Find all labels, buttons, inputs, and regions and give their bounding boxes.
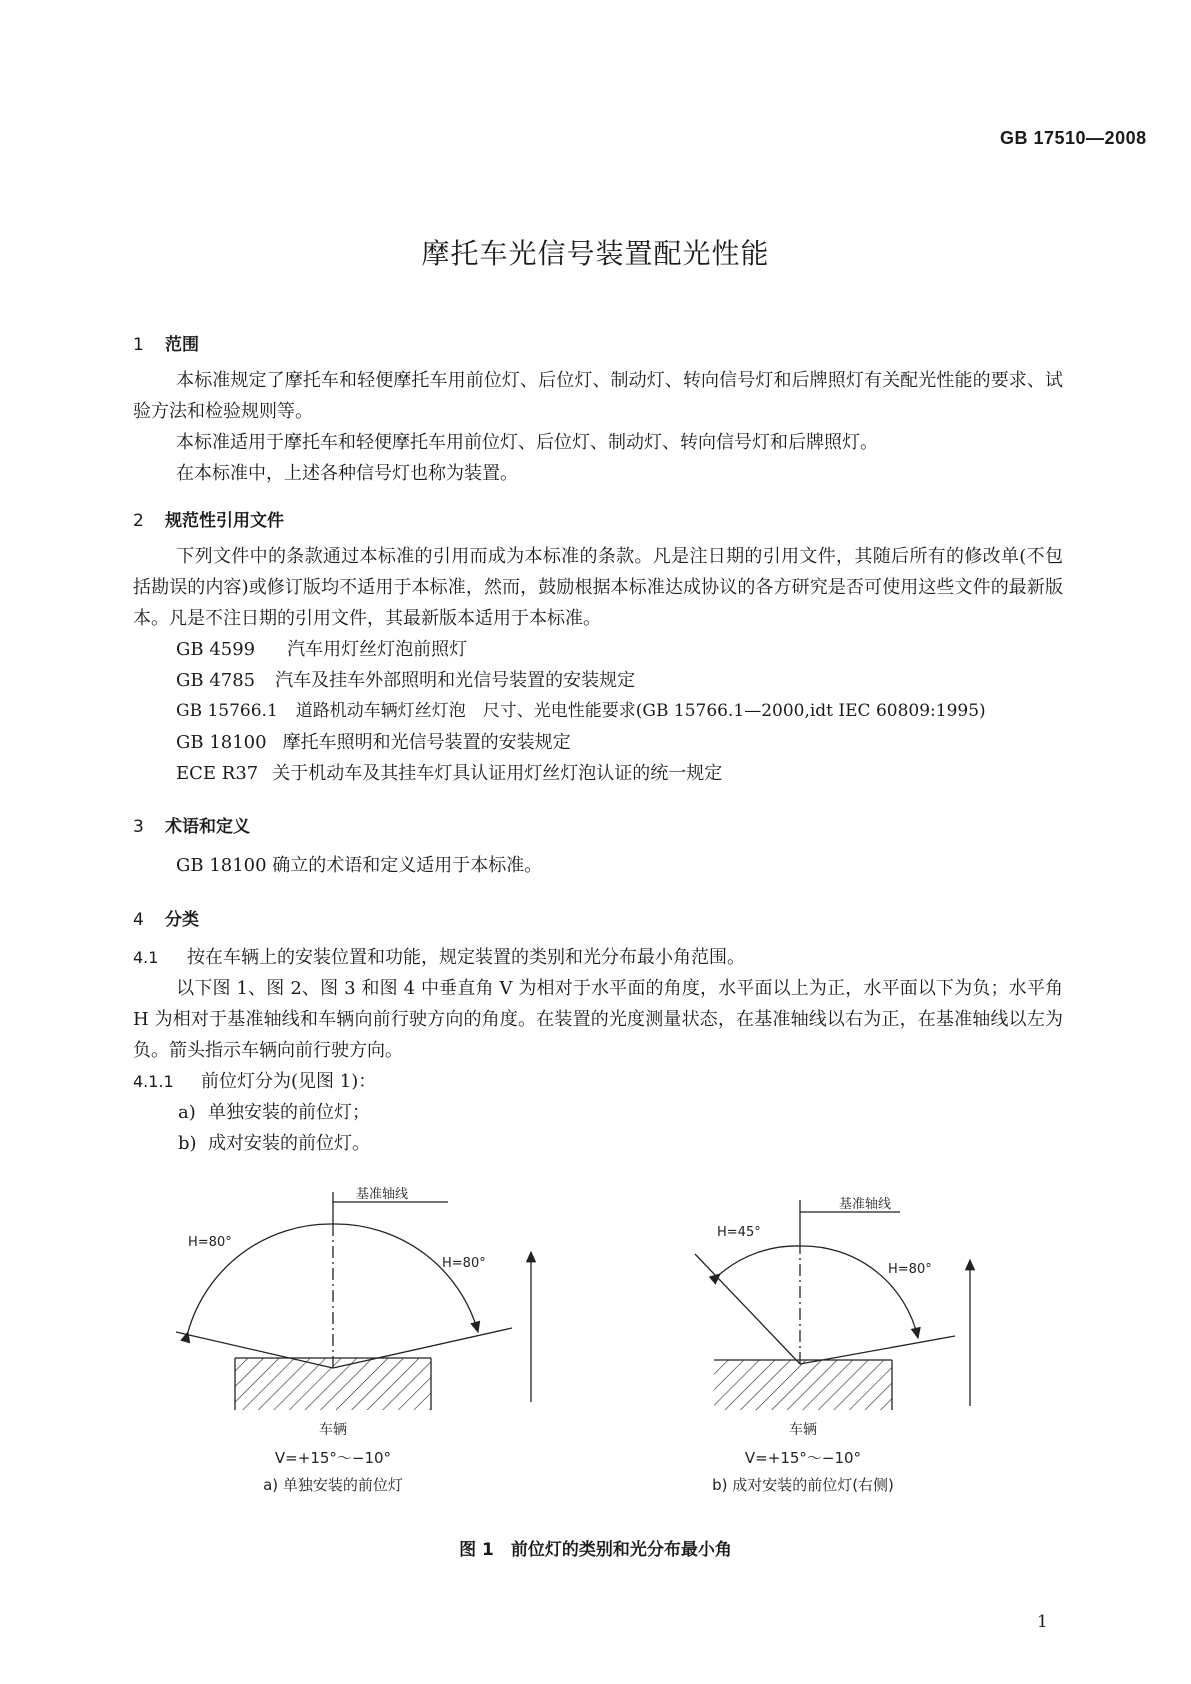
reference-item: GB 18100 摩托车照明和光信号装置的安装规定 [176,732,571,753]
figure-a-drawing [176,1192,531,1410]
v-range-label: V=+15°～−10° [274,1449,392,1467]
subfigure-caption-b: b) 成对安装的前位灯(右侧) [712,1476,894,1494]
section-1-para-1: 本标准规定了摩托车和轻便摩托车用前位灯、后位灯、制动灯、转向信号灯和后牌照灯有关配光性能的要求、试验方法和检验规则等。 [133,370,1063,422]
clause-4-1-para-2: 以下图 1、图 2、图 3 和图 4 中垂直角 V 为相对于水平面的角度，水平面以上为正，水平面以下为负；水平角 H 为相对于基准轴线和车辆向前行驶方向的角度。在装置的光度测量状态，在基准轴线以右为正，在基准轴线以左为负。箭头指示车辆向前行驶方向。 [133,978,1063,1061]
angle-label-left: H=45° [717,1225,761,1240]
reference-item: GB 4599 汽车用灯丝灯泡前照灯 [176,639,468,660]
list-item-a: a) 单独安装的前位灯； [178,1102,370,1123]
page-number: 1 [1037,1612,1048,1632]
clause-4-1-1: 4.1.1 前位灯分为(见图 1)： [133,1071,377,1092]
v-range-label: V=+15°～−10° [744,1449,862,1467]
figure-1-diagram [0,1170,1191,1530]
section-1-heading [133,330,199,355]
reference-item: GB 15766.1 道路机动车辆灯丝灯泡 尺寸、光电性能要求(GB 15766.1—2000,idt IEC 60809:1995) [176,701,986,721]
list-item-b: b) 成对安装的前位灯。 [178,1133,370,1154]
angle-label-left: H=80° [188,1235,232,1250]
section-title: 术语和定义 [165,817,250,837]
section-number: 3 [133,817,144,837]
reference-item: ECE R37 关于机动车及其挂车灯具认证用灯丝灯泡认证的统一规定 [176,763,723,784]
vehicle-label: 车辆 [789,1422,817,1438]
section-title: 范围 [165,335,199,355]
vehicle-label: 车辆 [319,1422,347,1438]
angle-label-right: H=80° [888,1262,932,1277]
clause-4-1: 4.1 按在车辆上的安装位置和功能，规定装置的类别和光分布最小角范围。 [133,947,745,968]
section-2-para-1: 下列文件中的条款通过本标准的引用而成为本标准的条款。凡是注日期的引用文件，其随后所有的修改单(不包括勘误的内容)或修订版均不适用于本标准，然而，鼓励根据本标准达成协议的各方研究是否可使用这些文件的最新版本。凡是不注日期的引用文件，其最新版本适用于本标准。 [133,546,1063,629]
section-1-para-3: 在本标准中，上述各种信号灯也称为装置。 [176,463,518,484]
section-3-heading [133,812,250,837]
axis-label: 基准轴线 [838,1197,892,1212]
section-4-heading [133,905,199,930]
page-title: 摩托车光信号装置配光性能 [421,237,770,270]
angle-label-right: H=80° [442,1256,486,1271]
section-number: 2 [133,511,144,531]
section-title: 规范性引用文件 [165,511,284,531]
section-3-para-1: GB 18100 确立的术语和定义适用于本标准。 [176,855,543,876]
figure-caption: 图 1 前位灯的类别和光分布最小角 [459,1540,732,1560]
section-number: 4 [133,910,144,930]
section-number: 1 [133,335,144,355]
reference-item: GB 4785 汽车及挂车外部照明和光信号装置的安装规定 [176,670,636,691]
axis-label: 基准轴线 [355,1187,409,1202]
section-2-heading [133,506,284,531]
standard-code: GB 17510—2008 [1000,128,1147,148]
section-title: 分类 [165,910,199,930]
section-1-para-2: 本标准适用于摩托车和轻便摩托车用前位灯、后位灯、制动灯、转向信号灯和后牌照灯。 [176,432,878,453]
subfigure-caption-a: a) 单独安装的前位灯 [263,1476,403,1494]
